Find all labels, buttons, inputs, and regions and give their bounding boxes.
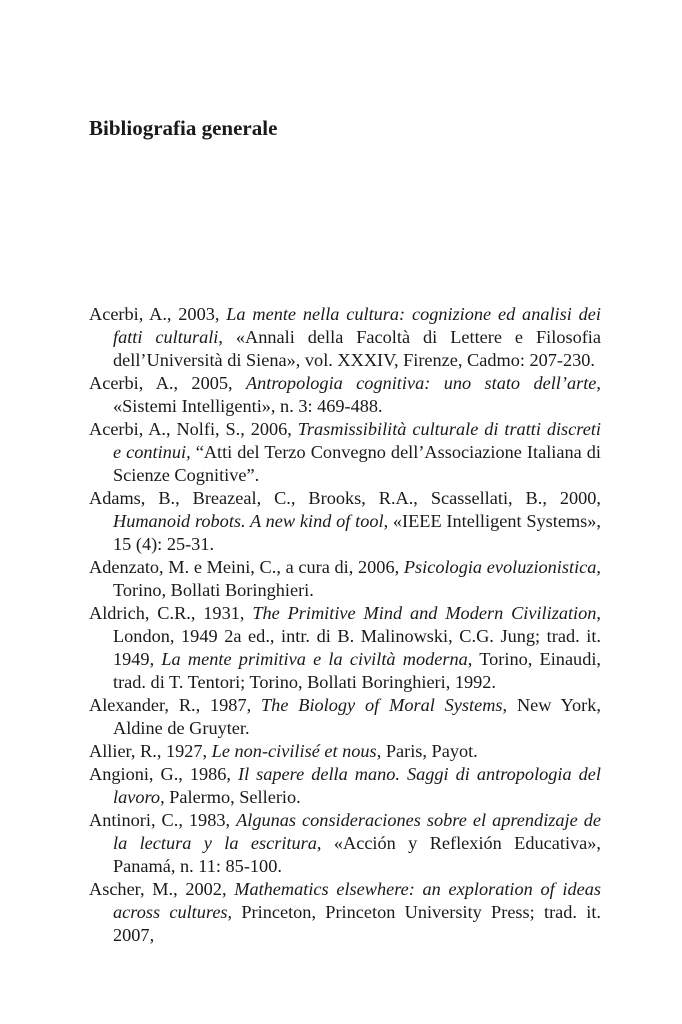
- entry-text: Adams, B., Breazeal, C., Brooks, R.A., Scassellati, B., 2000,: [89, 488, 601, 508]
- entry-text: , «Sistemi Intelligenti», n. 3: 469-488.: [113, 373, 601, 416]
- bibliography-entry: [89, 372, 601, 418]
- entry-title-italic: La mente nella cultura: cognizione ed analisi dei fatti culturali: [113, 304, 601, 347]
- entry-text: Acerbi, A., 2003,: [89, 304, 227, 324]
- entry-text: , Paris, Payot.: [376, 741, 478, 761]
- entry-title-italic: Trasmissibilità culturale di tratti discreti e continui,: [113, 419, 601, 462]
- bibliography-entry: [89, 556, 601, 602]
- entry-title-italic: Il sapere della mano. Saggi di antropologia del lavoro: [113, 764, 601, 807]
- bibliography-list: [89, 303, 601, 947]
- entry-text: , «IEEE Intelligent Systems», 15 (4): 25-31.: [113, 511, 601, 554]
- page-title: Bibliografia generale: [89, 116, 278, 140]
- entry-text: , Torino, Einaudi, trad. di T. Tentori; Torino, Bollati Boringhieri, 1992.: [113, 649, 601, 692]
- entry-title-italic: Le non-civilisé et nous: [211, 741, 377, 761]
- entry-title-italic: Psicologia evoluzionistica: [403, 557, 597, 577]
- entry-text: , Palermo, Sellerio.: [160, 787, 301, 807]
- entry-title-italic: Antropologia cognitiva: uno stato dell’arte: [245, 373, 597, 393]
- entry-title-italic: Algunas consideraciones sobre el aprendizaje de la lectura y la escritura: [113, 810, 602, 853]
- entry-text: Allier, R., 1927,: [89, 741, 212, 761]
- bibliography-entry: [89, 878, 601, 947]
- entry-text: , «Annali della Facoltà di Lettere e Filosofia dell’Università di Siena», vol. XXXIV, Firenze, Cadmo: 207-230.: [113, 327, 601, 370]
- entry-text: , London, 1949 2a ed., intr. di B. Malinowski, C.G. Jung; trad. it. 1949,: [113, 603, 601, 669]
- bibliography-entry: [89, 303, 601, 372]
- bibliography-entry: [89, 763, 601, 809]
- entry-title-italic: Mathematics elsewhere: an exploration of ideas across cultures: [113, 879, 601, 922]
- entry-text: , «Acción y Reflexión Educativa», Panamá, n. 11: 85-100.: [113, 833, 601, 876]
- bibliography-entry: [89, 740, 601, 763]
- entry-text: Acerbi, A., Nolfi, S., 2006,: [89, 419, 298, 439]
- entry-title-italic: The Biology of Moral Systems: [261, 695, 503, 715]
- bibliography-entry: [89, 487, 601, 556]
- entry-title-italic: The Primitive Mind and Modern Civilization: [252, 603, 597, 623]
- entry-text: Antinori, C., 1983,: [89, 810, 237, 830]
- bibliography-entry: [89, 418, 601, 487]
- entry-text: Adenzato, M. e Meini, C., a cura di, 2006,: [89, 557, 404, 577]
- entry-text: “Atti del Terzo Convegno dell’Associazione Italiana di Scienze Cognitive”.: [113, 442, 602, 485]
- entry-text: , New York, Aldine de Gruyter.: [113, 695, 601, 738]
- bibliography-entry: [89, 602, 601, 694]
- entry-text: Alexander, R., 1987,: [89, 695, 262, 715]
- bibliography-entry: [89, 809, 601, 878]
- entry-text: Ascher, M., 2002,: [89, 879, 235, 899]
- entry-title-italic: La mente primitiva e la civiltà moderna: [161, 649, 468, 669]
- entry-text: Aldrich, C.R., 1931,: [89, 603, 253, 623]
- entry-text: , Torino, Bollati Boringhieri.: [113, 557, 601, 600]
- entry-title-italic: Humanoid robots. A new kind of tool: [113, 511, 384, 531]
- entry-text: Angioni, G., 1986,: [89, 764, 238, 784]
- entry-text: , Princeton, Princeton University Press; trad. it. 2007,: [113, 902, 601, 945]
- bibliography-entry: [89, 694, 601, 740]
- entry-text: Acerbi, A., 2005,: [89, 373, 246, 393]
